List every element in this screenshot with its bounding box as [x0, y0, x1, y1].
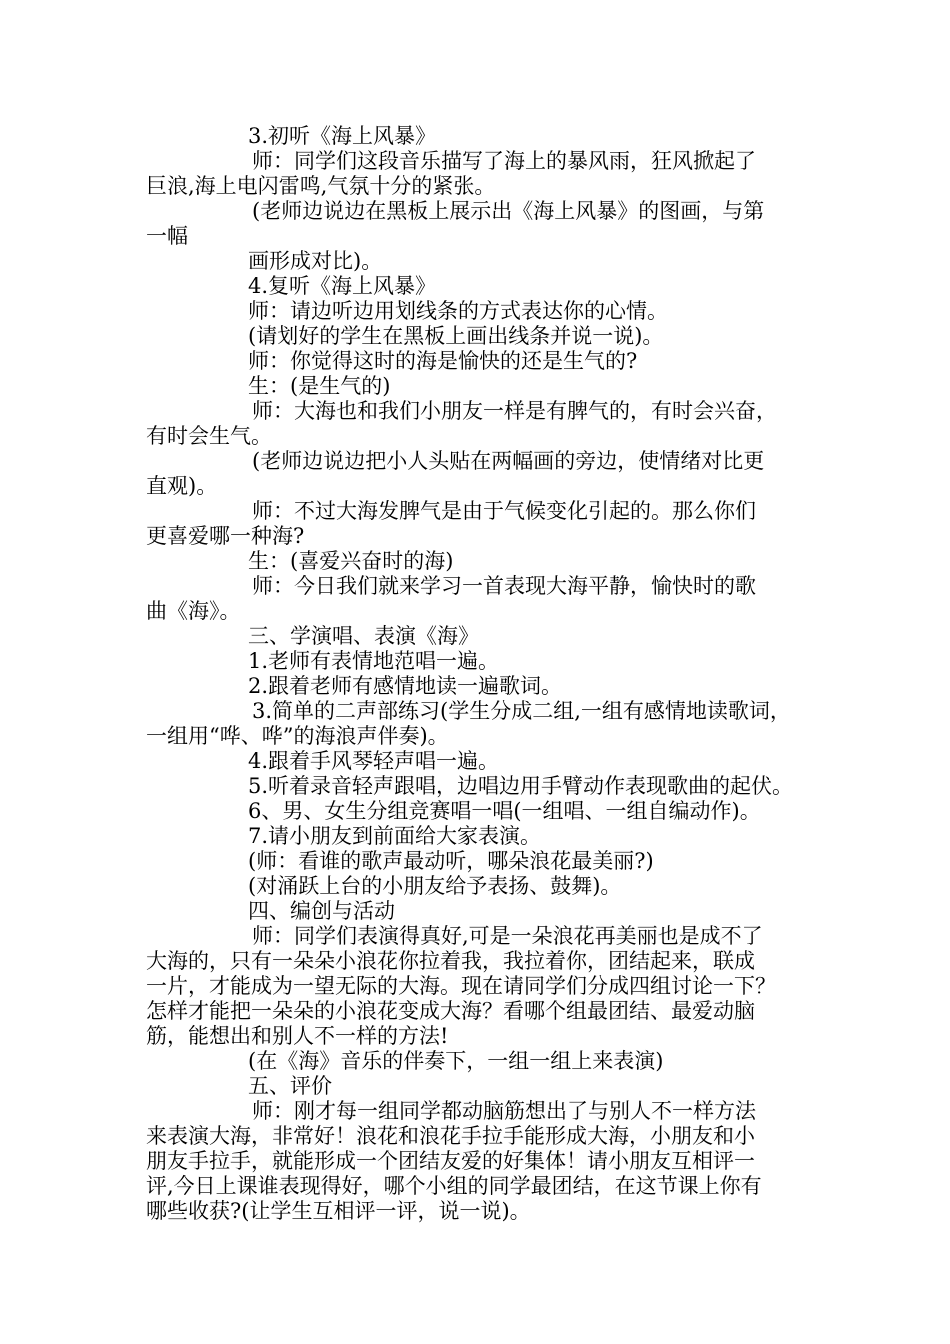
paragraph-line: 哪些收获?(让学生互相评一评，说一说)。 — [146, 1199, 531, 1223]
paragraph-line: 生：(是生气的) — [248, 374, 391, 398]
paragraph-line: 评,今日上课谁表现得好，哪个小组的同学最团结，在这节课上你有 — [146, 1174, 762, 1198]
list-item: 4.跟着手风琴轻声唱一遍。 — [248, 749, 500, 773]
paragraph-line: 来表演大海，非常好！浪花和浪花手拉手能形成大海，小朋友和小 — [146, 1124, 755, 1148]
paragraph-line: 直观)。 — [146, 474, 218, 498]
paragraph-line: (师：看谁的歌声最动听，哪朵浪花最美丽?) — [248, 849, 654, 873]
paragraph-line: 生：(喜爱兴奋时的海) — [248, 549, 454, 573]
section-heading: 五、评价 — [248, 1074, 332, 1098]
list-item: 3.简单的二声部练习(学生分成二组,一组有感情地读歌词， — [252, 699, 791, 723]
paragraph-line: 4.复听《海上风暴》 — [248, 274, 437, 298]
paragraph-line: 一幅 — [146, 224, 188, 248]
list-item: 6、男、女生分组竞赛唱一唱(一组唱、一组自编动作)。 — [248, 799, 761, 823]
section-heading: 三、学演唱、表演《海》 — [248, 624, 479, 648]
paragraph-line: 一组用“哗、哗”的海浪声伴奏)。 — [146, 724, 449, 748]
paragraph-line: 一片，才能成为一望无际的大海。现在请同学们分成四组讨论一下？ — [146, 974, 776, 998]
paragraph-line: (请划好的学生在黑板上画出线条并说一说)。 — [248, 324, 664, 348]
paragraph-line: 曲《海》。 — [146, 599, 241, 623]
paragraph-line: 大海的，只有一朵朵小浪花你拉着我，我拉着你，团结起来，联成 — [146, 949, 755, 973]
paragraph-line: 筋，能想出和别人不一样的方法! — [146, 1024, 449, 1048]
paragraph-line: 师：刚才每一组同学都动脑筋想出了与别人不一样方法 — [252, 1099, 756, 1123]
paragraph-line: 有时会生气。 — [146, 424, 272, 448]
list-item: 2.跟着老师有感情地读一遍歌词。 — [248, 674, 563, 698]
paragraph-line: (对涌跃上台的小朋友给予表扬、鼓舞)。 — [248, 874, 622, 898]
paragraph-line: 师：今日我们就来学习一首表现大海平静，愉快时的歌 — [252, 574, 756, 598]
paragraph-line: 更喜爱哪一种海? — [146, 524, 305, 548]
paragraph-line: 师：同学们这段音乐描写了海上的暴风雨，狂风掀起了 — [252, 149, 756, 173]
paragraph-line: 师：同学们表演得真好,可是一朵浪花再美丽也是成不了 — [252, 924, 763, 948]
list-item: 5.听着录音轻声跟唱，边唱边用手臂动作表现歌曲的起伏。 — [248, 774, 794, 798]
paragraph-line: (在《海》音乐的伴奏下，一组一组上来表演) — [248, 1049, 664, 1073]
paragraph-line: 师：你觉得这时的海是愉快的还是生气的? — [248, 349, 638, 373]
paragraph-line: 师：不过大海发脾气是由于气候变化引起的。那么你们 — [252, 499, 756, 523]
paragraph-line: 3.初听《海上风暴》 — [248, 124, 437, 148]
paragraph-line: 师：大海也和我们小朋友一样是有脾气的，有时会兴奋， — [252, 399, 777, 423]
list-item: 7.请小朋友到前面给大家表演。 — [248, 824, 542, 848]
paragraph-line: 巨浪,海上电闪雷鸣,气氛十分的紧张。 — [146, 174, 496, 198]
paragraph-line: 画形成对比)。 — [248, 249, 383, 273]
paragraph-line: 怎样才能把一朵朵的小浪花变成大海？看哪个组最团结、最爱动脑 — [146, 999, 755, 1023]
paragraph-line: 师：请边听边用划线条的方式表达你的心情。 — [248, 299, 668, 323]
list-item: 1.老师有表情地范唱一遍。 — [248, 649, 500, 673]
paragraph-line: (老师边说边在黑板上展示出《海上风暴》的图画，与第 — [252, 199, 765, 223]
section-heading: 四、编创与活动 — [248, 899, 395, 923]
paragraph-line: 朋友手拉手，就能形成一个团结友爱的好集体！请小朋友互相评一 — [146, 1149, 755, 1173]
paragraph-line: (老师边说边把小人头贴在两幅画的旁边，使情绪对比更 — [252, 449, 765, 473]
